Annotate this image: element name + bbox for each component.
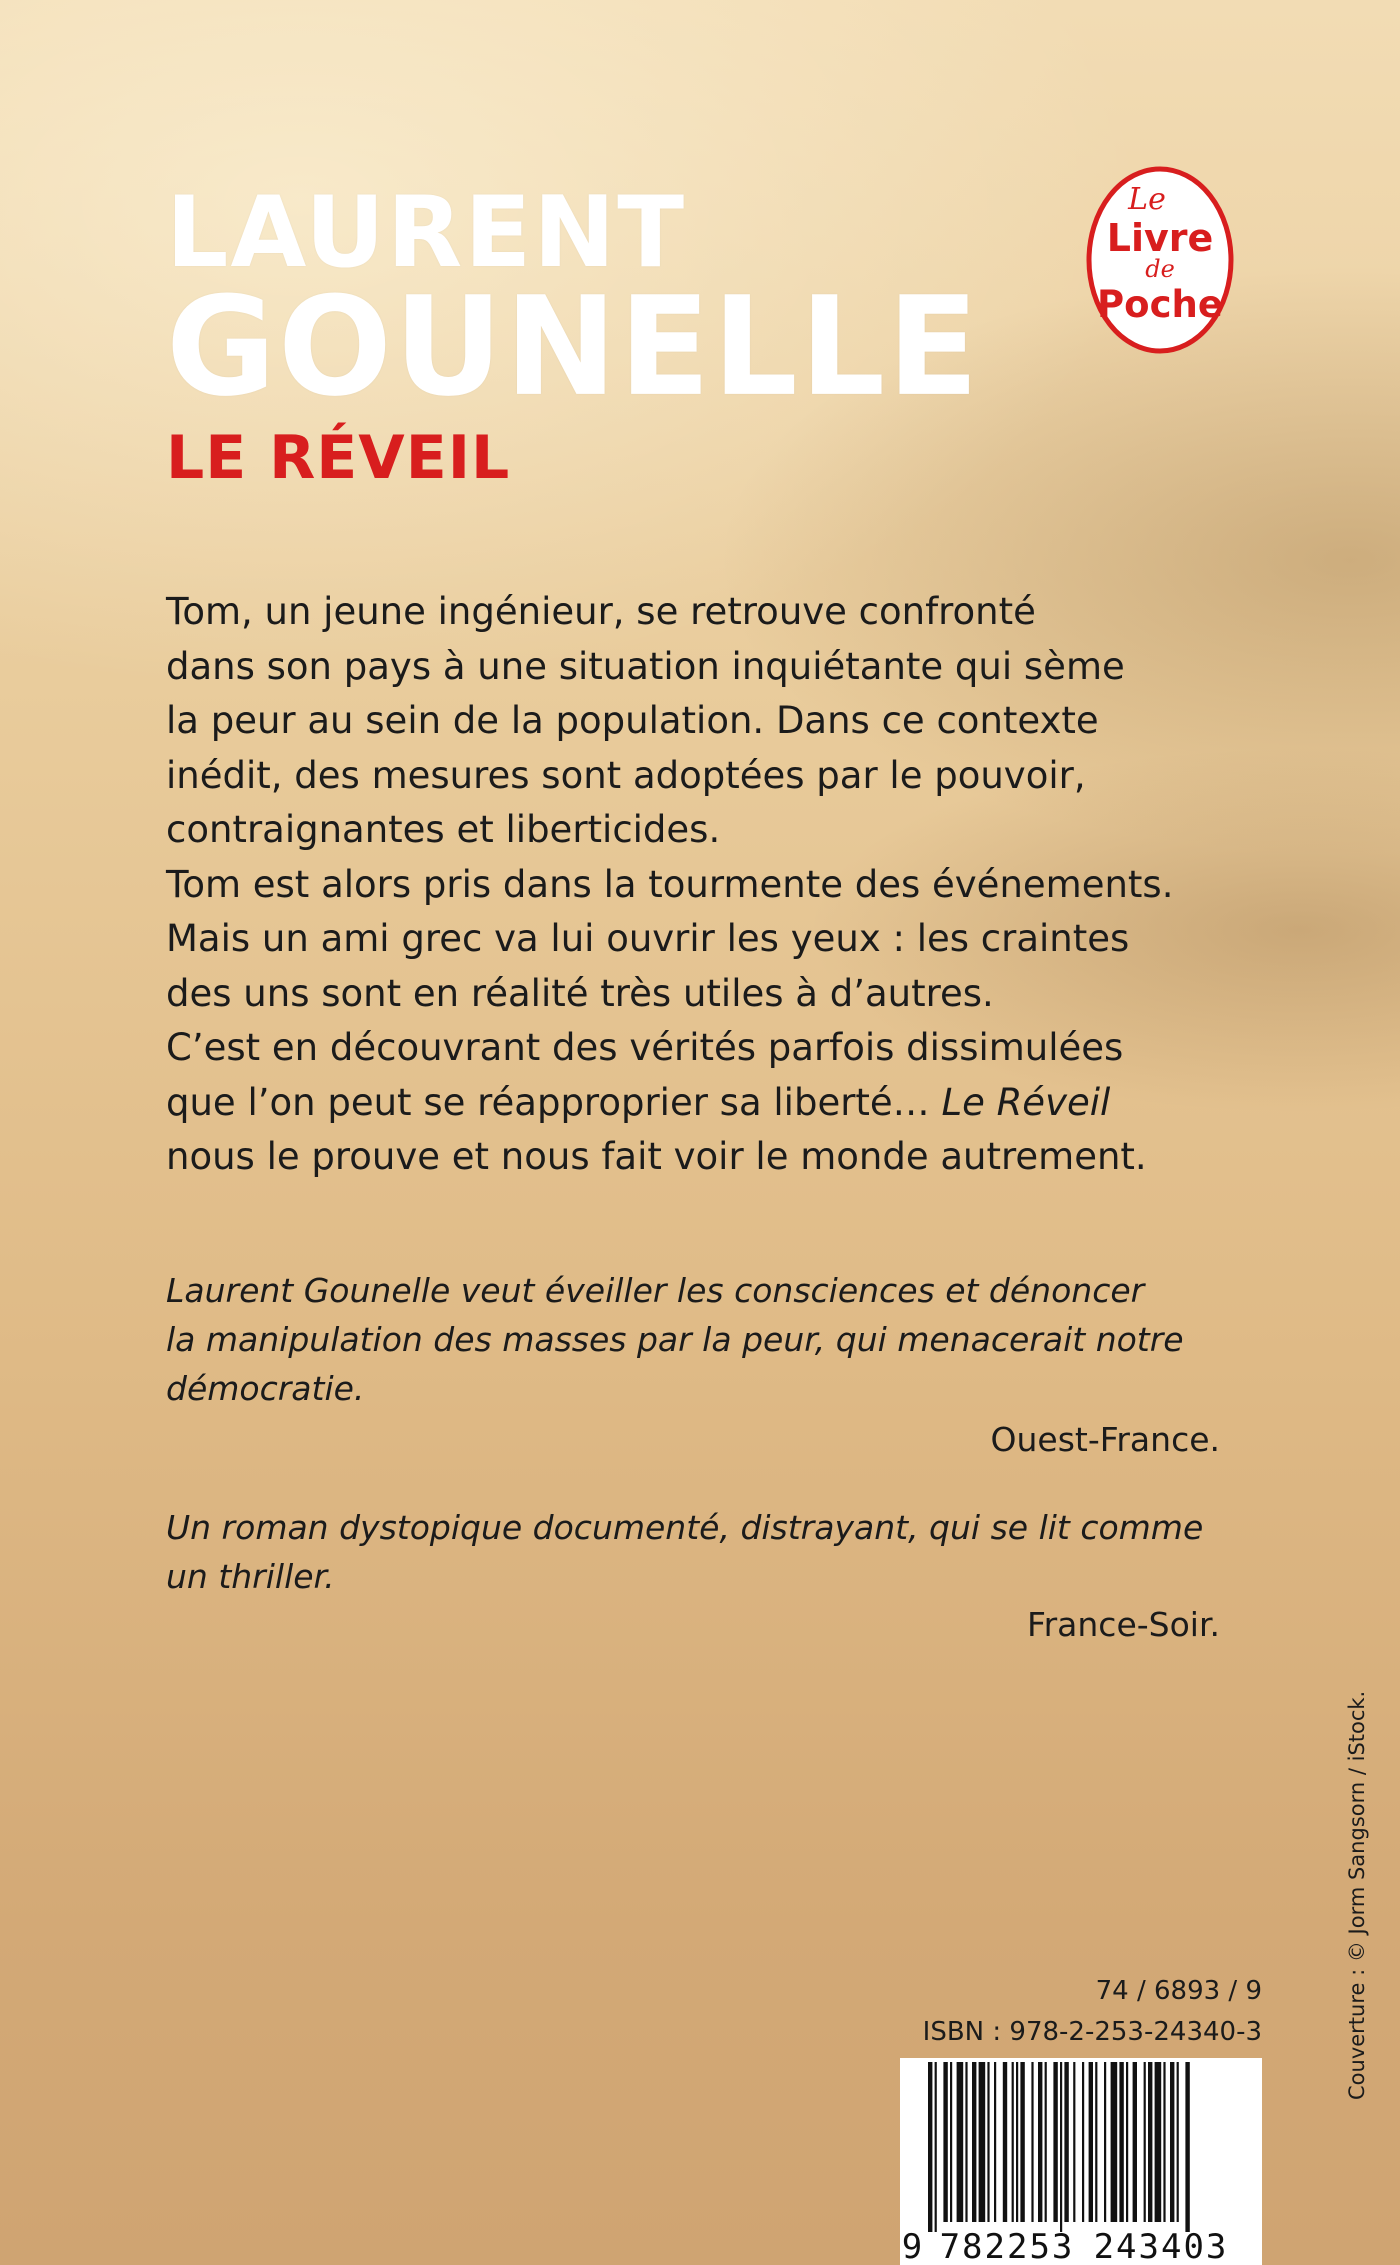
barcode-bar [1163, 2062, 1165, 2222]
barcode-bar [1073, 2062, 1075, 2222]
barcode-digits-right: 243403 [1093, 2227, 1229, 2265]
logo-text-livre: Livre [1106, 216, 1214, 260]
barcode-bar [1064, 2062, 1068, 2222]
barcode-bar [1144, 2062, 1146, 2222]
blurb [166, 585, 1246, 1185]
barcode-bar [935, 2062, 937, 2232]
quote-line: Un roman dystopique documenté, distrayant, qui se lit comme [166, 1508, 1204, 1547]
blurb-line: Tom, un jeune ingénieur, se retrouve confronté [166, 590, 1036, 633]
blurb-line: inédit, des mesures sont adoptées par le pouvoir, [166, 753, 1086, 797]
barcode-bar [1177, 2062, 1179, 2222]
logo-text-le: Le [1128, 182, 1166, 217]
barcode-bar [1016, 2062, 1018, 2222]
quote-line: Laurent Gounelle veut éveiller les consciences et dénoncer [166, 1271, 1145, 1310]
barcode-bar [1012, 2062, 1014, 2222]
barcode-bar [994, 2062, 996, 2222]
quote-source-2: France-Soir. [1027, 1605, 1220, 1644]
barcode-bar [979, 2062, 986, 2222]
blurb-line [166, 1076, 1246, 1131]
cover-credit: Couverture : © Jorm Sangsorn / iStock. [1345, 1690, 1369, 2100]
barcode-bar [1045, 2062, 1047, 2222]
blurb-line: Mais un ami grec va lui ouvrir les yeux : les craintes [166, 917, 1130, 960]
isbn-barcode [900, 2058, 1262, 2265]
barcode-bar [1155, 2062, 1162, 2222]
barcode-bar [1095, 2062, 1097, 2222]
barcode-bar [1089, 2062, 1093, 2222]
barcode-bar [1053, 2062, 1057, 2222]
blurb-line: C’est en découvrant des vérités parfois dissimulées [166, 1026, 1124, 1069]
barcode-bar [1185, 2062, 1189, 2232]
barcode-bar [1003, 2062, 1007, 2222]
barcode-digit-first: 9 [901, 2227, 923, 2265]
barcode-bar [1126, 2062, 1128, 2222]
author-last-name: GOUNELLE [166, 267, 981, 427]
quote-line: la manipulation des masses par la peur, qui menacerait notre [166, 1320, 1184, 1359]
barcode-bar [1060, 2062, 1062, 2232]
barcode-bar [1031, 2062, 1033, 2222]
barcode-bar [957, 2062, 964, 2222]
blurb-line: dans son pays à une situation inquiétante qui sème [166, 644, 1125, 688]
blurb-line: nous le prouve et nous fait voir le monde autrement. [166, 1135, 1147, 1178]
blurb-line: la peur au sein de la population. Dans ce contexte [166, 699, 1099, 742]
blurb-line: Tom est alors pris dans la tourmente des événements. [166, 862, 1174, 906]
barcode-bar [1170, 2062, 1174, 2222]
barcode-digits-left: 782253 [939, 2227, 1075, 2265]
press-quote-2 [166, 1503, 1226, 1601]
barcode-bar [1020, 2062, 1024, 2222]
barcode-bar [1148, 2062, 1152, 2222]
barcode-bar [972, 2062, 976, 2222]
barcode-bar [965, 2062, 967, 2222]
barcode-bars [928, 2062, 1190, 2232]
blurb-line-prefix: que l’on peut se réapproprier sa liberté… [166, 1080, 942, 1124]
blurb-title-italic: Le Réveil [941, 1080, 1111, 1124]
isbn: ISBN : 978-2-253-24340-3 [922, 2017, 1262, 2047]
barcode-bar [1119, 2062, 1123, 2222]
catalog-code: 74 / 6893 / 9 [1095, 1976, 1262, 2006]
barcode-bar [1082, 2062, 1084, 2222]
blurb-line: des uns sont en réalité très utiles à d’autres. [166, 971, 994, 1015]
logo-text-poche: Poche [1097, 283, 1223, 326]
quote-line: un thriller. [166, 1557, 335, 1596]
blurb-line: contraignantes et liberticides. [166, 808, 721, 851]
quote-source-1: Ouest-France. [990, 1420, 1220, 1459]
barcode-bar [1104, 2062, 1106, 2222]
book-title: LE RÉVEIL [166, 423, 511, 493]
barcode-bar [950, 2062, 952, 2222]
livre-de-poche-logo [1085, 165, 1235, 355]
barcode-bar [1111, 2062, 1118, 2222]
barcode-bar [987, 2062, 989, 2222]
logo-text-de: de [1145, 255, 1175, 283]
quote-line: démocratie. [166, 1369, 365, 1408]
barcode-bar [1133, 2062, 1137, 2222]
barcode-bar [928, 2062, 932, 2232]
author-first-name: LAURENT [166, 176, 687, 290]
barcode-bar [1038, 2062, 1042, 2222]
barcode-bar [943, 2062, 947, 2222]
press-quote-1 [166, 1266, 1226, 1413]
